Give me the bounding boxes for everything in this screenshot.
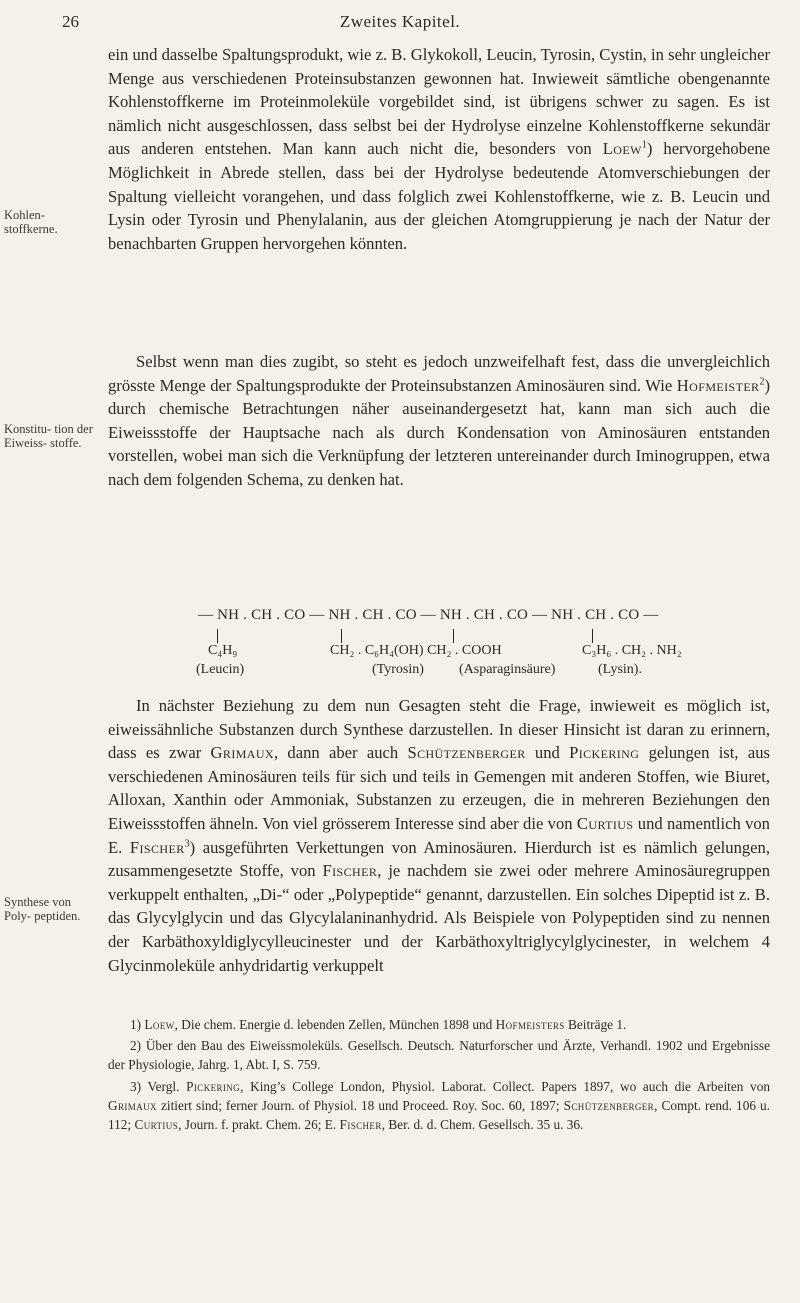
footnote-1-author-2: Hofmeisters xyxy=(495,1017,565,1032)
peptide-schema xyxy=(150,607,770,691)
footnote-3-text-e: , Journ. f. prakt. Chem. 26; E. xyxy=(178,1117,337,1133)
paragraph-1-text: ein und dasselbe Spaltungsprodukt, wie z. B. Glykokoll, Leucin, Tyrosin, Cystin, in sehr ungleicher Menge aus verschiedenen Proteinsubstanzen gewonnen hat. Inwieweit sämtliche obengenannte Kohlenstoffkerne im Proteinmoleküle vorgebildet sind, ist übrigens schwer zu sagen. Es ist nämlich nicht ausgeschlossen, dass selbst bei der Hydrolyse einzelne Kohlenstoffkerne sekundär aus anderen entstehen. Man kann auch nicht die, besonders von xyxy=(108,45,770,159)
paragraph-2 xyxy=(108,350,770,492)
paragraph-3-text-b: , dann aber auch xyxy=(273,743,399,763)
footnote-1-text: , Die chem. Energie d. lebenden Zellen, München 1898 und xyxy=(174,1017,493,1032)
footnote-2-mark: 2) xyxy=(130,1038,142,1054)
paragraph-3-text-g: , je nachdem sie zwei oder mehrere Aminosäuregruppen verkuppelt enthalten, „Di-“ oder „Polypeptide“ genannt, darzustellen. Ein solches Dipeptid ist z. B. das Glycylglycin und das Glycylalaninanhydrid. Als Beispiele von Polypeptiden sind zu nennen der Karbäthoxyldiglycylleucinester und der Karbäthoxyltriglycylglycinester, in welchem 4 Glycinmoleküle anhydridartig verkuppelt xyxy=(108,861,770,975)
page-number: 26 xyxy=(62,12,79,31)
margin-note-kohlenstoffkerne: Kohlen- stoffkerne. xyxy=(4,208,58,236)
author-schuetzenberger: Schützenberger xyxy=(407,743,526,763)
footnote-1-author: Loew xyxy=(144,1017,175,1032)
footnote-3 xyxy=(108,1077,770,1135)
paragraph-3-text-c: und xyxy=(534,743,560,763)
paragraph-1-end: ) hervorgehobene Möglichkeit in Abrede stellen, dass bei der Hydrolyse bedeutende Atomverschiebungen der Spaltung vielleicht vorangehen, und dass folglich zwei Kohlenstoffkerne, wie z. B. Leucin und Lysin oder Tyrosin und Phenylalanin, aus der gleichen Atomgruppierung je nach der Natur der benachbarten Gruppen hervorgehen könnten. xyxy=(108,139,770,253)
paragraph-2-text-b: ) durch chemische Betrachtungen näher auseinandergesetzt hat, kann man sich auch die Eiweissstoffe der Hauptsache nach als durch Kondensation von Aminosäuren entstanden vorstellen, wobei man sich die Verknüpfung der letzteren untereinander durch Iminogruppen, etwa nach dem folgenden Schema, zu denken hat. xyxy=(108,375,770,489)
footnote-3-text-d: , Compt. rend. 106 u. 112; xyxy=(108,1097,771,1133)
footnote-3-schuetzenberger: Schützenberger xyxy=(563,1097,655,1113)
footnote-3-text-c: zitiert sind; ferner Journ. of Physiol. 18 und Proceed. Roy. Soc. 60, 1897; xyxy=(160,1097,560,1113)
schema-name-tyrosin: (Tyrosin) xyxy=(372,662,424,677)
footnote-3-text-a: Vergl. xyxy=(147,1078,180,1094)
footnote-ref-1: 1 xyxy=(641,139,647,151)
schema-substituent-leucin: C₄H₉ xyxy=(208,643,238,658)
paragraph-3 xyxy=(108,694,770,977)
paragraph-2-text-a: Selbst wenn man dies zugibt, so steht es jedoch unzweifelhaft fest, dass die unvergleichlich grösste Menge der Spaltungsprodukte der Proteinsubstanzen Aminosäuren sind. Wie xyxy=(108,352,770,395)
footnote-3-text-f: , Ber. d. d. Chem. Gesellsch. 35 u. 36. xyxy=(381,1117,584,1133)
margin-note-synthese: Synthese von Poly- peptiden. xyxy=(4,895,81,923)
footnote-2 xyxy=(108,1036,770,1074)
paragraph-3-text-f: ) ausgeführten Verkettungen von Aminosäuren. Hierdurch ist es nämlich gelungen, zusammengesetzte Stoffe, von xyxy=(108,837,770,881)
footnote-1 xyxy=(108,1015,770,1034)
footnote-1-mark: 1) xyxy=(130,1017,142,1032)
footnote-3-mark: 3) xyxy=(130,1078,142,1094)
footnote-2-text: Über den Bau des Eiweissmoleküls. Gesellsch. Deutsch. Naturforscher und Ärzte, Verhandl. 1902 und Ergebnisse der Physiologie, Jahrg. 1, Abt. I, S. 759. xyxy=(108,1038,770,1073)
author-curtius: Curtius xyxy=(576,813,634,833)
author-loew: Loew xyxy=(602,139,642,159)
schema-bond-4 xyxy=(592,629,593,643)
running-head xyxy=(0,12,800,36)
schema-substituent-lysin: C₃H₆ . CH₂ . NH₂ xyxy=(582,643,682,658)
footnote-ref-3: 3 xyxy=(184,838,190,850)
schema-substituent-tyrosin-asparagin: CH₂ . C₆H₄(OH) CH₂ . COOH xyxy=(330,643,502,658)
schema-chain: — NH . CH . CO — NH . CH . CO — NH . CH . CO — NH . CH . CO — xyxy=(198,607,659,623)
footnote-ref-2: 2 xyxy=(759,376,765,388)
footnote-1-text-2: Beiträge 1. xyxy=(567,1017,627,1032)
paragraph-1 xyxy=(108,43,770,255)
footnotes xyxy=(108,1015,770,1136)
paragraph-3-text-a: In nächster Beziehung zu dem nun Gesagten steht die Frage, inwieweit es möglich ist, eiweissähnliche Substanzen durch Synthese darzustellen. In dieser Hinsicht ist daran zu erinnern, dass es zwar xyxy=(108,696,770,763)
margin-note-konstitution: Konstitu- tion der Eiweiss- stoffe. xyxy=(4,422,93,450)
schema-name-asparaginsaeure: (Asparaginsäure) xyxy=(459,662,556,677)
author-fischer: Fischer xyxy=(129,837,185,857)
paragraph-3-text-d: gelungen ist, aus verschiedenen Aminosäuren teils für sich und teils in Gemengen mit anderen Stoffen, wie Biuret, Alloxan, Xanthin oder Ammoniak, Substanzen zu erzeugen, die in mehreren Beziehungen den Eiweissstoffen ähneln. Von viel grösserem Interesse sind aber die von xyxy=(108,743,770,833)
footnote-3-curtius: Curtius xyxy=(134,1117,179,1133)
author-grimaux: Grimaux xyxy=(210,743,274,763)
schema-bond-2 xyxy=(341,629,342,643)
chapter-title: Zweites Kapitel. xyxy=(339,12,461,31)
footnote-3-pickering: Pickering xyxy=(186,1078,241,1094)
schema-name-lysin: (Lysin). xyxy=(598,662,642,677)
schema-bond-3 xyxy=(453,629,454,643)
schema-bond-1 xyxy=(217,629,218,643)
schema-name-leucin: (Leucin) xyxy=(196,662,245,677)
author-pickering: Pickering xyxy=(569,743,640,763)
author-hofmeister: Hofmeister xyxy=(676,375,760,395)
footnote-3-grimaux: Grimaux xyxy=(108,1097,157,1113)
footnote-3-text-b: , King’s College London, Physiol. Laborat. Collect. Papers 1897, wo auch die Arbeiten von xyxy=(240,1078,770,1094)
author-fischer-2: Fischer xyxy=(322,861,378,881)
paragraph-3-text-e: und namentlich von E. xyxy=(108,813,770,857)
footnote-3-fischer: Fischer xyxy=(339,1117,382,1133)
